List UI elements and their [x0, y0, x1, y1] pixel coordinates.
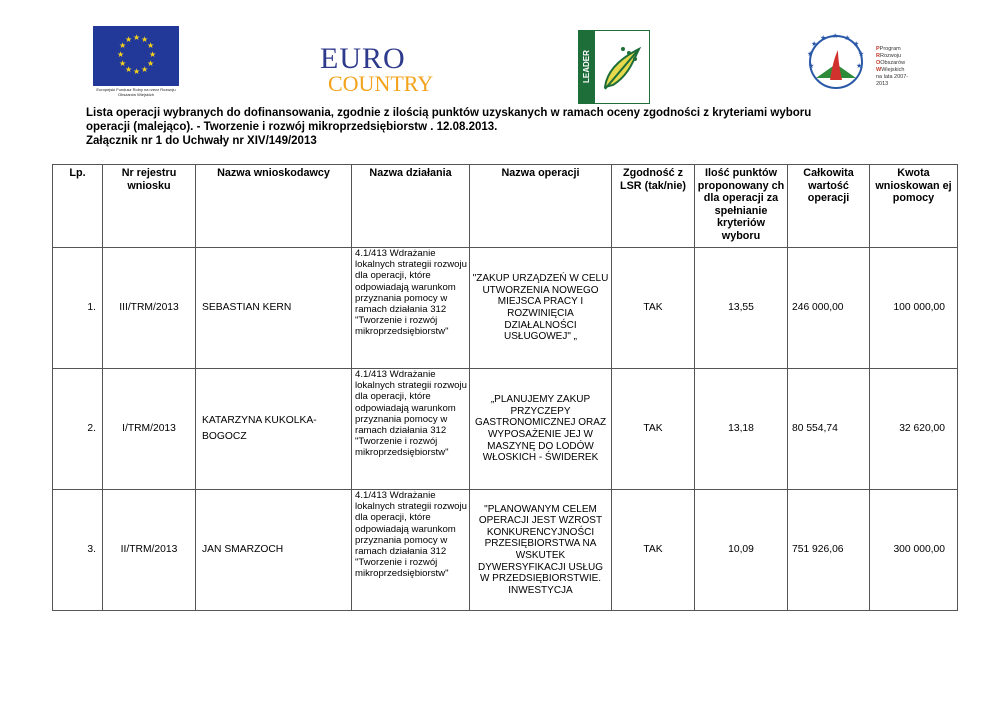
prow-line-4: Wiejskich — [881, 67, 905, 73]
cell-amount: 32 620,00 — [870, 369, 958, 490]
euro-logo-line2: COUNTRY — [328, 71, 434, 96]
svg-text:★: ★ — [133, 33, 141, 42]
prow-line-2: Rozwoju — [879, 53, 902, 59]
svg-text:★: ★ — [149, 50, 157, 59]
col-header-total: Całkowita wartość operacji — [788, 165, 870, 248]
leader-logo — [578, 30, 650, 104]
cell-applicant: SEBASTIAN KERN — [196, 248, 352, 369]
col-header-action: Nazwa działania — [352, 165, 470, 248]
table-row — [53, 248, 958, 369]
leader-logo-text: LEADER — [579, 31, 595, 103]
svg-text:★: ★ — [844, 34, 851, 42]
svg-text:★: ★ — [820, 34, 827, 42]
prow-line-5: na lata 2007-2013 — [876, 74, 909, 87]
svg-text:★: ★ — [147, 59, 155, 68]
cell-action: 4.1/413 Wdrażanie lokalnych strategii rozwoju dla operacji, które odpowiadają warunkom przyznania pomocy w ramach działania 312 "Tworzenie i rozwój mikroprzedsiębiorstw" — [352, 248, 470, 369]
prow-text: PProgram RRozwoju OObszarów WWiejskich na lata 2007-2013 — [876, 46, 918, 88]
leader-leaf-icon — [599, 41, 645, 95]
cell-operation: "ZAKUP URZĄDZEŃ W CELU UTWORZENIA NOWEGO MIEJSCA PRACY I ROZWINIĘCIA DZIAŁALNOŚCI USŁUGOWEJ" „ — [470, 248, 612, 369]
cell-action: 4.1/413 Wdrażanie lokalnych strategii rozwoju dla operacji, które odpowiadają warunkom przyznania pomocy w ramach działania 312 "Tworzenie i rozwój mikroprzedsiębiorstw" — [352, 369, 470, 490]
euro-logo-line1: EURO — [320, 42, 406, 75]
cell-lp: 1. — [53, 248, 103, 369]
cell-applicant: JAN SMARZOCH — [196, 490, 352, 611]
cell-lp: 2. — [53, 369, 103, 490]
header-line-2: operacji (malejąco). - Tworzenie i rozwój mikroprzedsiębiorstw . 12.08.2013. — [86, 121, 498, 133]
cell-lsr: TAK — [612, 369, 695, 490]
prow-line-3: Obszarów — [880, 60, 906, 66]
svg-text:★: ★ — [141, 65, 149, 74]
svg-text:★: ★ — [811, 40, 818, 48]
svg-text:★: ★ — [807, 50, 814, 58]
header-line-1: Lista operacji wybranych do dofinansowania, zgodnie z ilością punktów uzyskanych w ramach oceny zgodności z kryteriami wyboru — [86, 107, 812, 119]
svg-text:★: ★ — [832, 32, 839, 40]
table-header-row — [53, 165, 958, 248]
cell-register-no: II/TRM/2013 — [103, 490, 196, 611]
prow-emblem-icon — [798, 28, 874, 94]
operations-table — [52, 164, 958, 611]
svg-text:★: ★ — [141, 35, 149, 44]
eu-flag-logo — [93, 26, 179, 99]
col-header-points: Ilość punktów proponowany ch dla operacji za spełnianie kryteriów wyboru — [695, 165, 788, 248]
cell-total: 80 554,74 — [788, 369, 870, 490]
svg-text:★: ★ — [119, 41, 127, 50]
svg-text:★: ★ — [125, 65, 133, 74]
eu-stars-icon — [93, 26, 179, 86]
col-header-lp: Lp. — [53, 165, 103, 248]
logos-strip — [0, 0, 992, 104]
cell-register-no: I/TRM/2013 — [103, 369, 196, 490]
cell-operation: "PLANOWANYM CELEM OPERACJI JEST WZROST KONKURENCYJNOŚCI PRZESIĘBIORSTWA NA WSKUTEK DYWERSYFIKACJI USŁUG W PRZEDSIĘBIORSTWIE. INWESTYCJA — [470, 490, 612, 611]
table-row — [53, 490, 958, 611]
col-header-amount: Kwota wnioskowan ej pomocy — [870, 165, 958, 248]
svg-text:★: ★ — [117, 50, 125, 59]
cell-total: 751 926,06 — [788, 490, 870, 611]
cell-total: 246 000,00 — [788, 248, 870, 369]
header-line-3: Załącznik nr 1 do Uchwały nr XIV/149/2013 — [86, 135, 317, 147]
cell-lsr: TAK — [612, 248, 695, 369]
svg-text:★: ★ — [856, 62, 863, 70]
col-header-operation: Nazwa operacji — [470, 165, 612, 248]
svg-text:★: ★ — [119, 59, 127, 68]
eu-flag — [93, 26, 179, 86]
cell-action: 4.1/413 Wdrażanie lokalnych strategii rozwoju dla operacji, które odpowiadają warunkom przyznania pomocy w ramach działania 312 "Tworzenie i rozwój mikroprzedsiębiorstw" — [352, 490, 470, 611]
col-header-register-no: Nr rejestru wniosku — [103, 165, 196, 248]
col-header-applicant: Nazwa wnioskodawcy — [196, 165, 352, 248]
cell-lsr: TAK — [612, 490, 695, 611]
prow-logo — [798, 28, 918, 98]
document-header — [86, 106, 966, 148]
svg-text:★: ★ — [125, 35, 133, 44]
svg-text:★: ★ — [858, 50, 865, 58]
prow-line-1: Program — [879, 46, 901, 52]
col-header-lsr: Zgodność z LSR (tak/nie) — [612, 165, 695, 248]
cell-lp: 3. — [53, 490, 103, 611]
cell-register-no: III/TRM/2013 — [103, 248, 196, 369]
cell-amount: 300 000,00 — [870, 490, 958, 611]
svg-text:★: ★ — [808, 62, 815, 70]
table-row — [53, 369, 958, 490]
svg-text:★: ★ — [147, 41, 155, 50]
euro-country-logo — [320, 42, 434, 102]
cell-points: 10,09 — [695, 490, 788, 611]
cell-amount: 100 000,00 — [870, 248, 958, 369]
eu-caption: Europejski Fundusz Rolny na rzecz Rozwoju Obszarów Wiejskich — [96, 87, 176, 97]
cell-points: 13,18 — [695, 369, 788, 490]
svg-text:★: ★ — [853, 40, 860, 48]
cell-operation: „PLANUJEMY ZAKUP PRZYCZEPY GASTRONOMICZNEJ ORAZ WYPOSAŻENIE JEJ W MASZYNĘ DO LODÓW WŁOSKICH - ŚWIDEREK — [470, 369, 612, 490]
cell-points: 13,55 — [695, 248, 788, 369]
cell-applicant: KATARZYNA KUKOLKA-BOGOCZ — [196, 369, 352, 490]
svg-text:★: ★ — [133, 67, 141, 76]
